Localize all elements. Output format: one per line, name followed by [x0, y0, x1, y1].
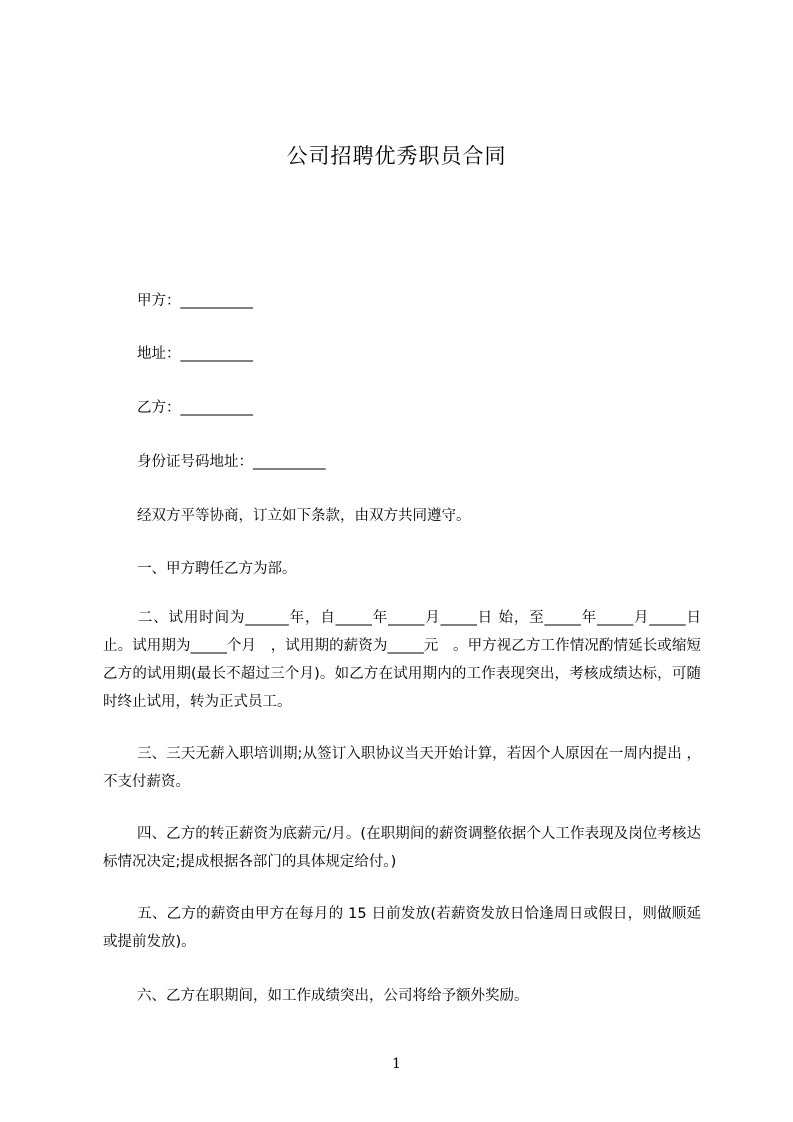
clause-2-text: 二、试用时间为______年，自_____年_____月_____日 始，至_____年_____月_____日 止。试用期为_____个月 ，试用期的薪资为_____元 。甲方视乙方工作情况酌情延长或缩短乙方的试用期(最长不超过三个月)。如乙方在试用期内的工作表现突出，考核成绩达标，可随时终止试用，转为正式员工。 [103, 610, 701, 710]
clause-4 [103, 820, 701, 876]
clause-5 [103, 900, 701, 956]
party-b-field: 乙方：__________ [137, 400, 253, 416]
clause-3 [103, 740, 701, 796]
clause-6: 六、乙方在职期间，如工作成绩突出，公司将给予额外奖励。 [137, 988, 529, 1004]
clause-5-text: 五、乙方的薪资由甲方在每月的 15 日前发放(若薪资发放日恰逢周日或假日，则做顺延或提前发放)。 [103, 906, 701, 950]
id-address-field: 身份证号码地址：__________ [137, 454, 326, 470]
clause-3-text: 三、三天无薪入职培训期;从签订入职协议当天开始计算，若因个人原因在一周内提出 ，不支付薪资。 [103, 746, 701, 790]
preamble: 经双方平等协商，订立如下条款，由双方共同遵守。 [137, 508, 471, 524]
clause-1: 一、甲方聘任乙方为部。 [137, 561, 297, 577]
document-title: 公司招聘优秀职员合同 [286, 144, 507, 168]
clause-4-text: 四、乙方的转正薪资为底薪元/月。(在职期间的薪资调整依据个人工作表现及岗位考核达标情况决定;提成根据各部门的具体规定给付。) [103, 826, 701, 870]
clause-2 [103, 604, 701, 716]
page-number: 1 [392, 1056, 401, 1072]
address-field: 地址：__________ [137, 346, 253, 362]
party-a-field: 甲方：__________ [137, 293, 253, 309]
